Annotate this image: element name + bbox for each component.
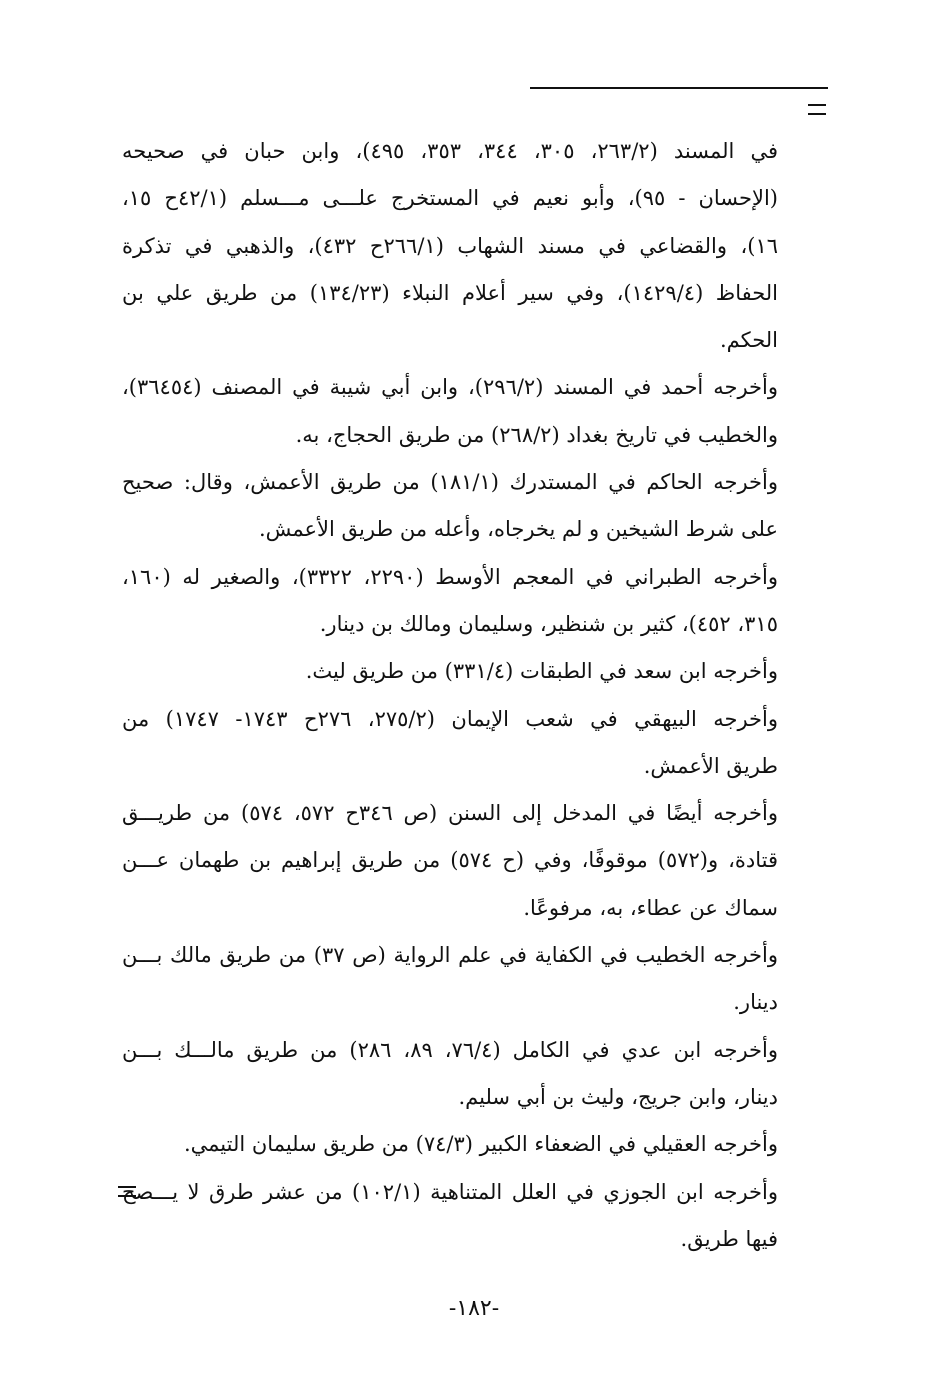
- footnote-line: وأخرجه البيهقي في شعب الإيمان (٢٧٥/٢، ٢٧٦ح ١٧٤٣- ١٧٤٧) من: [122, 706, 778, 731]
- footnote-line: وأخرجه الحاكم في المستدرك (١٨١/١) من طريق الأعمش، وقال: صحيح: [122, 470, 778, 495]
- footnote-line: ١٦)، والقضاعي في مسند الشهاب (٢٦٦/١ح ٤٣٢)، والذهبي في تذكرة: [122, 233, 778, 258]
- footnote-line: دينار.: [733, 990, 778, 1015]
- footnote-line: على شرط الشيخين و لم يخرجاه، وأعله من طريق الأعمش.: [258, 517, 778, 542]
- footnote-line: والخطيب في تاريخ بغداد (٢٦٨/٢) من طريق الحجاج، به.: [295, 422, 778, 447]
- footnote-line: قتادة، و(٥٧٢) موقوفًا، وفي (ح ٥٧٤) من طريق إبراهيم بن طهمان عـــن: [122, 848, 778, 873]
- footnote-line: وأخرجه ابن سعد في الطبقات (٣٣١/٤) من طريق ليث.: [305, 659, 778, 684]
- footnote-line: دينار، وابن جريج، وليث بن أبي سليم.: [458, 1084, 778, 1109]
- continuation-mark-top: [808, 104, 826, 115]
- footnote-line: (الإحسان - ٩٥)، وأبو نعيم في المستخرج علـــى مـــسلم (٤٢/١ح ١٥،: [122, 186, 778, 211]
- footnote-line: الحفاظ (١٤٢٩/٤)، وفي سير أعلام النبلاء (١٣٤/٢٣) من طريق علي بن: [122, 280, 778, 305]
- footnote-line: وأخرجه العقيلي في الضعفاء الكبير (٧٤/٣) من طريق سليمان التيمي.: [183, 1132, 778, 1157]
- page-number: -١٨٢-: [448, 1296, 500, 1321]
- continuation-mark-bottom: [118, 1186, 136, 1197]
- footnote-line: وأخرجه أحمد في المسند (٢٩٦/٢)، وابن أبي شيبة في المصنف (٣٦٤٥٤)،: [122, 375, 778, 400]
- footnote-separator-rule: [530, 87, 828, 89]
- footnote-line: ٣١٥، ٤٥٢)، كثير بن شنظير، وسليمان ومالك بن دينار.: [319, 611, 778, 636]
- footnote-text-block: [122, 128, 778, 1263]
- footnote-line: الحكم.: [719, 328, 778, 353]
- footnote-line: وأخرجه ابن عدي في الكامل (٧٦/٤، ٨٩، ٢٨٦) من طريق مالـــك بـــن: [122, 1037, 778, 1062]
- footnote-line: سماك عن عطاء، به، مرفوعًا.: [523, 895, 778, 920]
- footnote-line: فيها طريق.: [680, 1226, 778, 1251]
- footnote-line: وأخرجه أيضًا في المدخل إلى السنن (ص ٣٤٦ح ٥٧٢، ٥٧٤) من طريـــق: [122, 801, 778, 826]
- footnote-line: وأخرجه الخطيب في الكفاية في علم الرواية (ص ٣٧) من طريق مالك بـــن: [122, 943, 778, 968]
- footnote-line: وأخرجه الطبراني في المعجم الأوسط (٢٢٩٠، ٣٣٢٢)، والصغير له (١٦٠،: [122, 564, 778, 589]
- footnote-line: في المسند (٢٦٣/٢، ٣٠٥، ٣٤٤، ٣٥٣، ٤٩٥)، وابن حبان في صحيحه: [122, 139, 778, 163]
- footnote-line: وأخرجه ابن الجوزي في العلل المتناهية (١٠٢/١) من عشر طرق لا يـــصح: [122, 1179, 778, 1204]
- footnote-line: طريق الأعمش.: [643, 753, 778, 778]
